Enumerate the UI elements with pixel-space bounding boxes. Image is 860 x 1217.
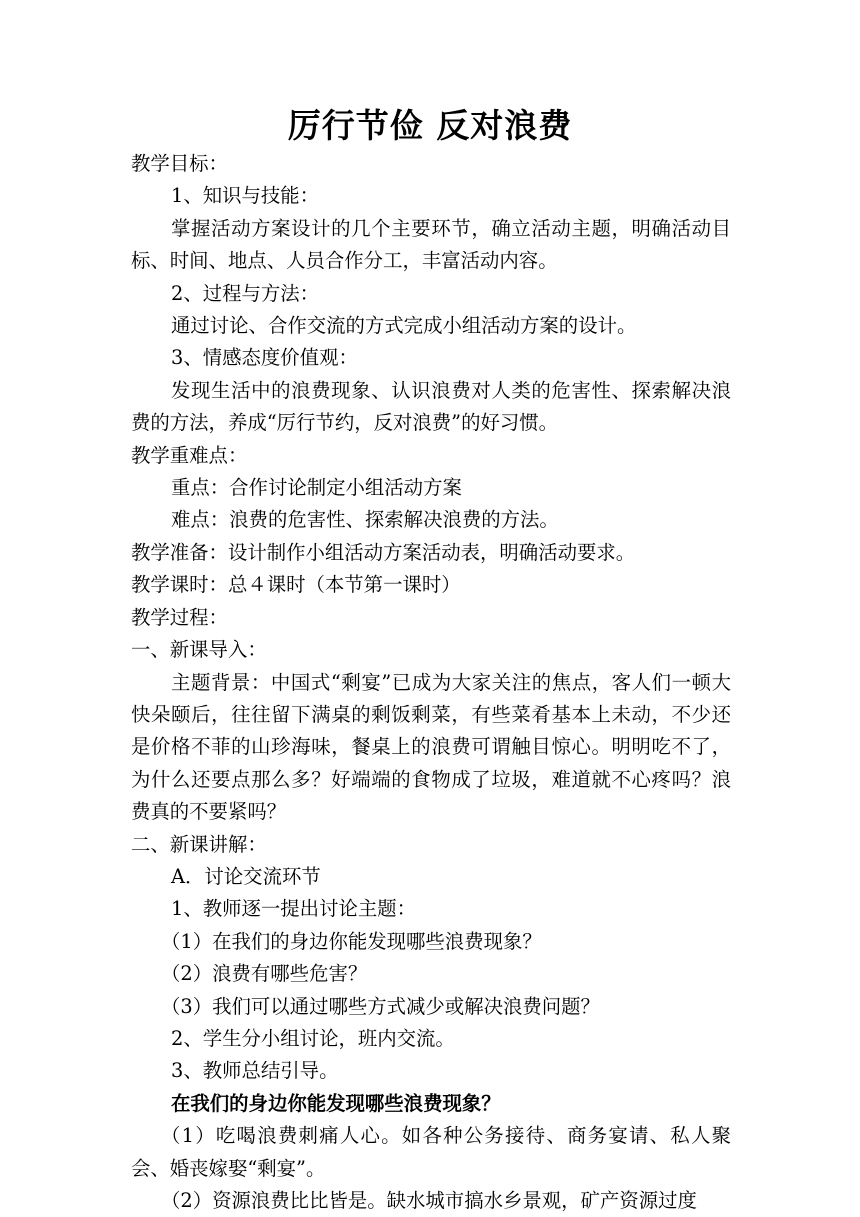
paragraph: （1）吃喝浪费刺痛人心。如各种公务接待、商务宴请、私人聚会、婚丧嫁娶“剩宴”。 xyxy=(131,1124,731,1180)
section-heading: 在我们的身边你能发现哪些浪费现象？ xyxy=(171,1091,501,1115)
paragraph: 通过讨论、合作交流的方式完成小组活动方案的设计。 xyxy=(171,314,637,338)
paragraph: （2）资源浪费比比皆是。缺水城市搞水乡景观，矿产资源过度 xyxy=(161,1189,697,1212)
paragraph: （1）在我们的身边你能发现哪些浪费现象？ xyxy=(161,929,542,953)
paragraph: （3）我们可以通过哪些方式减少或解决浪费问题？ xyxy=(161,994,600,1018)
paragraph: 重点：合作讨论制定小组活动方案 xyxy=(171,476,462,500)
document-body xyxy=(131,148,731,1217)
paragraph: 2、学生分小组讨论，班内交流。 xyxy=(171,1026,455,1050)
paragraph: A．讨论交流环节 xyxy=(171,864,321,888)
paragraph: 教学课时：总４课时（本节第一课时） xyxy=(131,573,461,597)
paragraph: 3、情感态度价值观： xyxy=(171,346,358,370)
paragraph: 教学目标： xyxy=(131,152,228,175)
document-title: 厉行节俭 反对浪费 xyxy=(287,106,573,145)
paragraph: 教学过程： xyxy=(131,605,228,629)
paragraph: （2）浪费有哪些危害？ xyxy=(161,962,368,986)
paragraph: 二、新课讲解： xyxy=(131,832,267,856)
paragraph: 发现生活中的浪费现象、认识浪费对人类的危害性、探索解决浪费的方法，养成“厉行节约，反对浪费”的好习惯。 xyxy=(131,378,731,435)
paragraph: 难点：浪费的危害性、探索解决浪费的方法。 xyxy=(171,508,559,532)
paragraph: 主题背景：中国式“剩宴”已成为大家关注的焦点，客人们一顿大快朵颐后，往往留下满桌的剩饭剩菜，有些菜肴基本上未动，不少还是价格不菲的山珍海味，餐桌上的浪费可谓触目惊心。明明吃不了，为什么还要点那么多？好端端的食物成了垃圾，难道就不心疼吗？浪费真的不要紧吗？ xyxy=(131,670,731,824)
paragraph: 教学重难点： xyxy=(131,443,248,467)
paragraph: 掌握活动方案设计的几个主要环节，确立活动主题，明确活动目标、时间、地点、人员合作分工，丰富活动内容。 xyxy=(131,216,731,273)
paragraph: 1、知识与技能： xyxy=(171,184,320,208)
paragraph: 一、新课导入： xyxy=(131,638,267,662)
paragraph: 2、过程与方法： xyxy=(171,281,320,305)
paragraph: 教学准备：设计制作小组活动方案活动表，明确活动要求。 xyxy=(131,540,636,564)
paragraph: 1、教师逐一提出讨论主题： xyxy=(171,897,417,921)
paragraph: 3、教师总结引导。 xyxy=(171,1059,339,1083)
